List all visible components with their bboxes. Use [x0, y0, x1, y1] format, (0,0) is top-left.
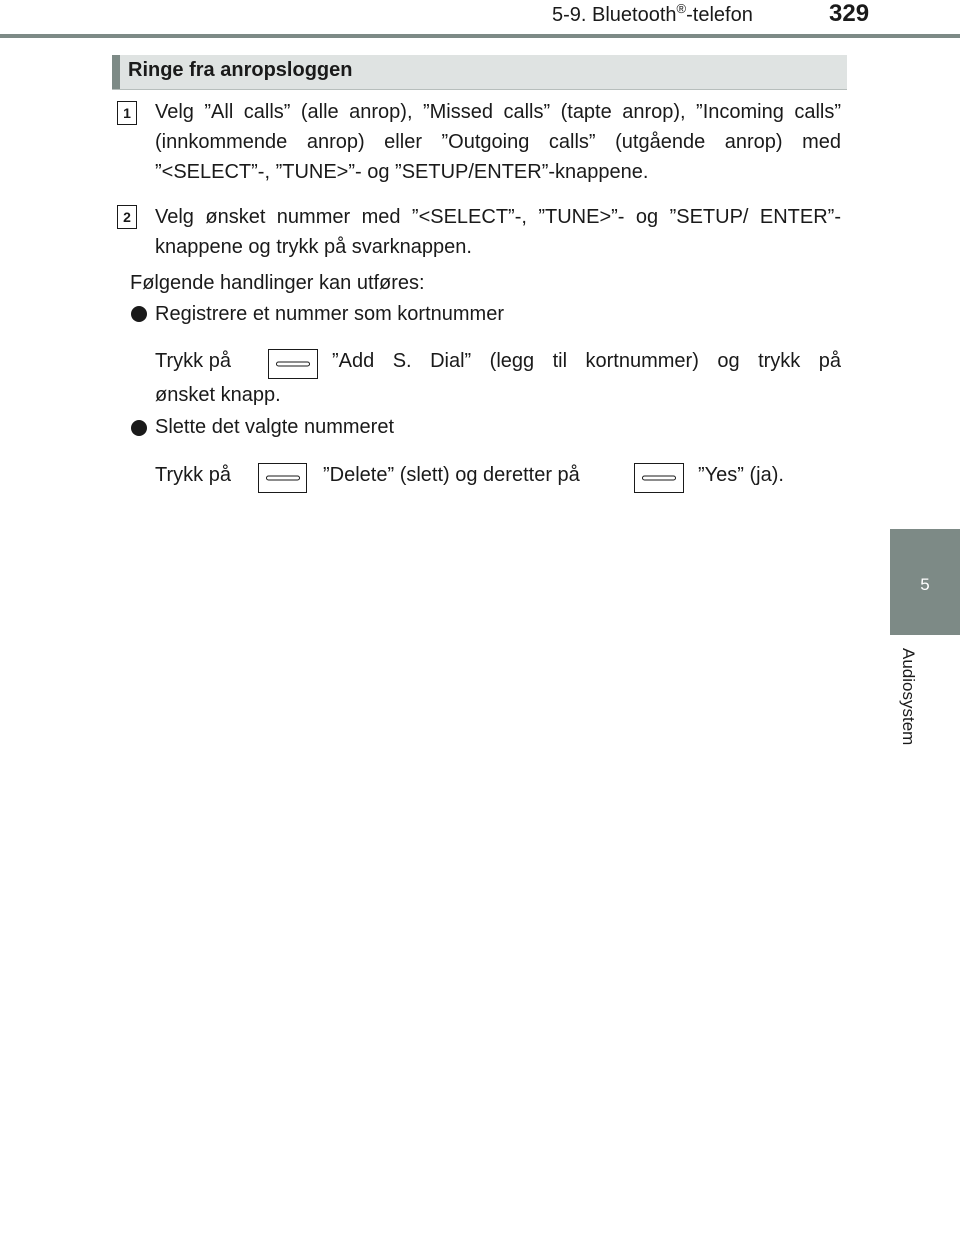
section-title: Ringe fra anropsloggen — [128, 59, 353, 81]
chapter-title — [552, 2, 753, 28]
step-number-1: 1 — [117, 101, 137, 125]
bullet-2-title: Slette det valgte nummeret — [155, 416, 395, 438]
bullet-1-line-1b: ”Add S. Dial” (legg til kortnummer) og trykk på — [332, 350, 841, 372]
bullet-1-title: Registrere et nummer som kortnummer — [155, 303, 504, 325]
button-icon — [268, 349, 318, 379]
page-number: 329 — [829, 0, 870, 27]
bullet-icon — [131, 306, 147, 322]
bullet-icon — [131, 420, 147, 436]
step-number-2: 2 — [117, 205, 137, 229]
header-rule — [0, 34, 960, 38]
intro-text: Følgende handlinger kan utføres: — [130, 272, 425, 294]
button-icon — [258, 463, 307, 493]
bullet-2-line-1b: ”Delete” (slett) og deretter på — [323, 464, 580, 486]
bullet-1-line-2: ønsket knapp. — [155, 384, 281, 406]
chapter-title-prefix: 5-9. Bluetooth — [552, 4, 677, 26]
bullet-2-line-1c: ”Yes” (ja). — [698, 464, 784, 486]
step-2-text: Velg ønsket nummer med ”<SELECT”-, ”TUNE>”- og ”SETUP/ ENTER”-knappene og trykk på svarknappen. — [155, 206, 841, 258]
registered-mark: ® — [676, 1, 687, 16]
chapter-title-suffix: -telefon — [686, 4, 753, 26]
chapter-tab-number: 5 — [920, 575, 930, 594]
chapter-tab-label: Audiosystem — [899, 648, 918, 746]
bullet-2-line-1a: Trykk på — [155, 464, 231, 486]
bullet-1-line-1a: Trykk på — [155, 350, 231, 372]
section-heading-underline — [112, 89, 847, 90]
button-icon — [634, 463, 684, 493]
step-1-text: Velg ”All calls” (alle anrop), ”Missed calls” (tapte anrop), ”Incoming calls” (innkommende anrop) eller ”Outgoing calls” (utgående anrop) med ”<SELECT”-, ”TUNE>”- og ”SETUP/ENTER”-knappene. — [155, 101, 841, 183]
